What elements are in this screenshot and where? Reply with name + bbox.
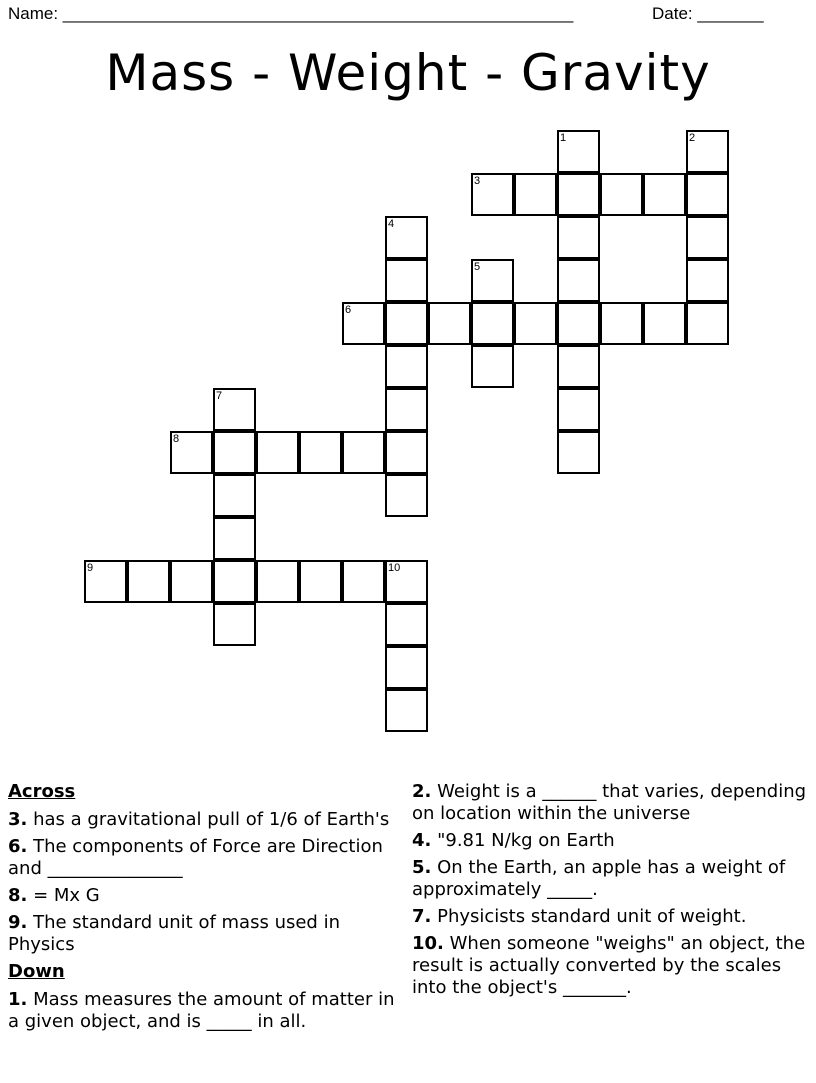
clue-text: The standard unit of mass used in Physics <box>8 912 340 955</box>
clue-item <box>412 781 812 825</box>
date-field-label: Date: _______ <box>652 4 764 23</box>
clue-item <box>8 885 398 907</box>
grid-cell[interactable] <box>342 560 385 603</box>
cell-number: 7 <box>216 390 223 402</box>
grid-cell[interactable] <box>385 345 428 388</box>
cell-number: 5 <box>474 261 481 273</box>
cell-number: 8 <box>173 433 180 445</box>
grid-cell[interactable] <box>299 431 342 474</box>
page-title: Mass - Weight - Gravity <box>105 44 711 102</box>
grid-cell[interactable] <box>385 603 428 646</box>
across-clue-list <box>8 809 398 956</box>
clue-number: 7. <box>412 906 432 927</box>
grid-cell[interactable] <box>471 302 514 345</box>
grid-cell[interactable] <box>256 560 299 603</box>
down-heading: Down <box>8 961 65 982</box>
grid-cell[interactable] <box>385 431 428 474</box>
clue-text: "9.81 N/kg on Earth <box>431 830 615 851</box>
grid-cell[interactable] <box>385 388 428 431</box>
grid-cell[interactable] <box>471 345 514 388</box>
across-heading: Across <box>8 781 76 802</box>
clue-number: 3. <box>8 809 28 830</box>
grid-cell[interactable] <box>600 173 643 216</box>
grid-cell[interactable] <box>385 646 428 689</box>
grid-cell[interactable] <box>342 431 385 474</box>
grid-cell[interactable] <box>170 560 213 603</box>
grid-cell[interactable] <box>643 302 686 345</box>
clue-text: Mass measures the amount of matter in a given object, and is _____ in all. <box>8 989 395 1032</box>
clue-item <box>412 830 812 852</box>
grid-cell[interactable] <box>127 560 170 603</box>
clue-number: 6. <box>8 836 28 857</box>
grid-cell[interactable] <box>385 474 428 517</box>
clue-number: 9. <box>8 912 28 933</box>
clue-number: 1. <box>8 989 28 1010</box>
clue-text: Weight is a ______ that varies, depending on location within the universe <box>412 781 807 824</box>
clue-item <box>8 836 398 880</box>
clue-number: 5. <box>412 857 432 878</box>
clue-number: 10. <box>412 933 444 954</box>
grid-cell[interactable] <box>514 173 557 216</box>
clue-item <box>412 933 812 999</box>
clue-text: On the Earth, an apple has a weight of approximately _____. <box>412 857 786 900</box>
grid-cell[interactable] <box>514 302 557 345</box>
cell-number: 4 <box>388 218 395 230</box>
down-clue-list-left <box>8 989 398 1033</box>
clue-item <box>8 809 398 831</box>
clue-item <box>412 857 812 901</box>
grid-cell[interactable] <box>686 216 729 259</box>
grid-cell[interactable] <box>557 388 600 431</box>
clue-text: When someone "weighs" an object, the result is actually converted by the scales into the object's _______. <box>412 933 806 998</box>
grid-cell[interactable] <box>557 259 600 302</box>
grid-cell[interactable] <box>256 431 299 474</box>
clues-right-column <box>412 781 812 1004</box>
grid-cell[interactable] <box>213 474 256 517</box>
clue-number: 8. <box>8 885 28 906</box>
grid-cell[interactable] <box>299 560 342 603</box>
grid-cell[interactable] <box>213 603 256 646</box>
clue-text: The components of Force are Direction and _______________ <box>8 836 383 879</box>
cell-number: 2 <box>689 132 696 144</box>
down-clue-list-right <box>412 781 812 999</box>
grid-cell[interactable] <box>385 302 428 345</box>
grid-cell[interactable] <box>213 431 256 474</box>
clues-left-column <box>8 781 398 1038</box>
grid-cell[interactable] <box>686 173 729 216</box>
clue-number: 2. <box>412 781 432 802</box>
cell-number: 3 <box>474 175 481 187</box>
grid-cell[interactable] <box>600 302 643 345</box>
cell-number: 10 <box>388 562 401 574</box>
clue-text: = Mx G <box>27 885 100 906</box>
grid-cell[interactable] <box>385 689 428 732</box>
grid-cell[interactable] <box>557 431 600 474</box>
grid-cell[interactable] <box>557 302 600 345</box>
clue-item <box>8 912 398 956</box>
clue-number: 4. <box>412 830 432 851</box>
cell-number: 9 <box>87 562 94 574</box>
cell-number: 1 <box>560 132 567 144</box>
grid-cell[interactable] <box>213 560 256 603</box>
grid-cell[interactable] <box>385 259 428 302</box>
grid-cell[interactable] <box>686 259 729 302</box>
grid-cell[interactable] <box>428 302 471 345</box>
clue-item <box>412 906 812 928</box>
grid-cell[interactable] <box>557 216 600 259</box>
name-field-label: Name: ______________________________________________________ <box>8 4 574 23</box>
clue-text: has a gravitational pull of 1/6 of Earth's <box>27 809 390 830</box>
cell-number: 6 <box>345 304 352 316</box>
grid-cell[interactable] <box>557 345 600 388</box>
grid-cell[interactable] <box>686 302 729 345</box>
clue-item <box>8 989 398 1033</box>
grid-cell[interactable] <box>213 517 256 560</box>
clue-text: Physicists standard unit of weight. <box>431 906 747 927</box>
grid-cell[interactable] <box>643 173 686 216</box>
grid-cell[interactable] <box>557 173 600 216</box>
